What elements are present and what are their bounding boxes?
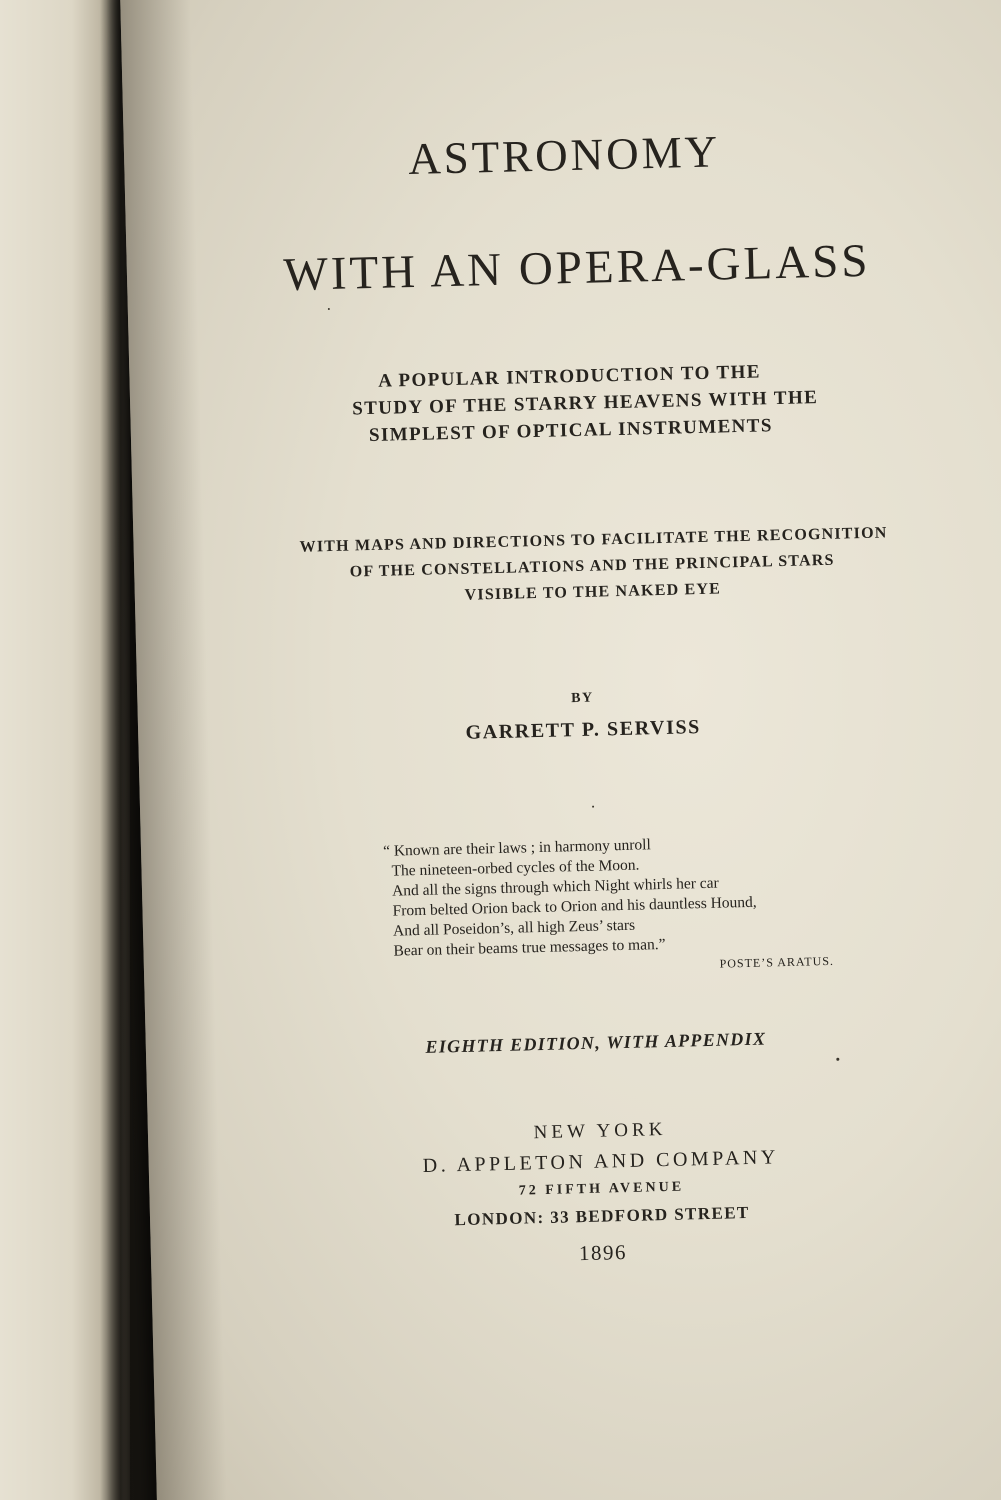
author-name: GARRETT P. SERVISS — [465, 716, 702, 744]
paper-speck — [592, 806, 594, 808]
paper-speck — [328, 308, 330, 310]
imprint-city: NEW YORK — [533, 1118, 667, 1144]
subtitle-line-2: STUDY OF THE STARRY HEAVENS WITH THE — [352, 387, 819, 420]
description-line-1: WITH MAPS AND DIRECTIONS TO FACILITATE THE RECOGNITION — [299, 524, 888, 556]
subtitle-line-1: A POPULAR INTRODUCTION TO THE — [378, 361, 762, 392]
imprint-address: 72 FIFTH AVENUE — [518, 1179, 685, 1199]
imprint-year: 1896 — [578, 1239, 628, 1266]
epigraph-line: From belted Orion back to Orion and his dauntless Hound, — [392, 893, 757, 920]
edition-note: EIGHTH EDITION, WITH APPENDIX — [425, 1028, 767, 1057]
epigraph-attribution: POSTE’S ARATUS. — [719, 953, 835, 971]
epigraph-line: And all Poseidon’s, all high Zeus’ stars — [392, 916, 636, 940]
description-line-2: OF THE CONSTELLATIONS AND THE PRINCIPAL STARS — [349, 551, 835, 581]
epigraph-line: And all the signs through which Night whirls her car — [391, 874, 719, 900]
epigraph-line: “ Known are their laws ; in harmony unroll — [382, 836, 652, 860]
epigraph-line: Bear on their beams true messages to man.” — [393, 935, 666, 960]
title-line-1: ASTRONOMY — [407, 126, 721, 185]
title-line-2: WITH AN OPERA-GLASS — [282, 234, 872, 302]
epigraph-line: The nineteen-orbed cycles of the Moon. — [391, 856, 640, 880]
paper-speck — [836, 1058, 839, 1061]
imprint-london: LONDON: 33 BEDFORD STREET — [454, 1202, 750, 1230]
imprint-publisher: D. APPLETON AND COMPANY — [422, 1146, 780, 1177]
description-line-3: VISIBLE TO THE NAKED EYE — [464, 580, 722, 604]
title-page — [120, 0, 1001, 1500]
by-label: BY — [571, 690, 594, 707]
subtitle-line-3: SIMPLEST OF OPTICAL INSTRUMENTS — [368, 415, 774, 447]
epigraph — [382, 830, 854, 981]
